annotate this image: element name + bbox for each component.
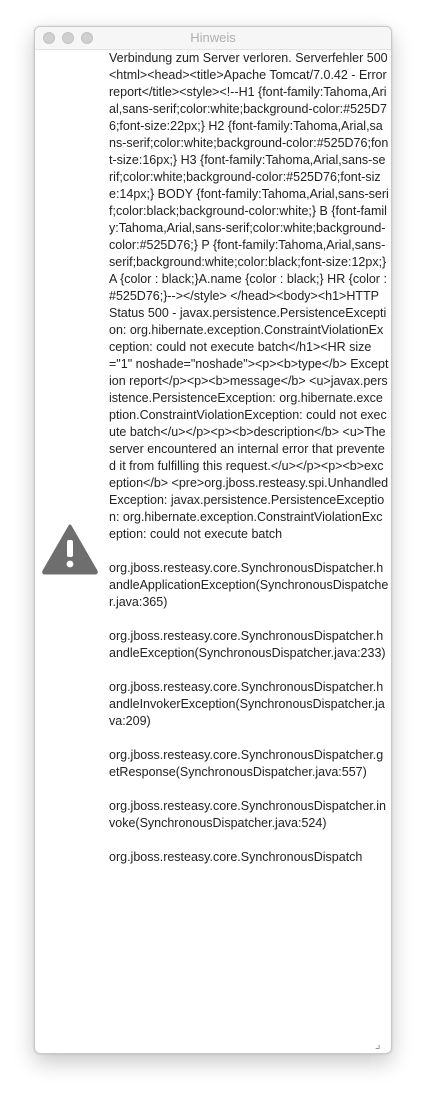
error-message-text: Verbindung zum Server verloren. Serverfehler 500 <html><head><title>Apache Tomcat/7.0.42 - Error report</title><style><!--H1 {font-family:Tahoma,Arial,sans-serif;color:white;background-color:#525D76;font-size:22px;} H2 {font-family:Tahoma,Arial,sans-serif;color:white;background-color:#525D76;font-size:16px;} H3 {font-family:Tahoma,Arial,sans-serif;color:white;background-color:#525D76;font-size:14px;} BODY {font-family:Tahoma,Arial,sans-serif;color:black;background-color:white;} B {font-family:Tahoma,Arial,sans-serif;color:white;background-color:#525D76;} P {font-family:Tahoma,Arial,sans-serif;background:white;color:black;font-size:12px;}A {color : black;}A.name {color : black;} HR {color : #525D76;}--></style> </head><body><h1>HTTP Status 500 - javax.persistence.PersistenceException: org.hibernate.exception.ConstraintViolationException: could not execute batch</h1><HR size="1" noshade="noshade"><p><b>type</b> Exception report</p><p><b>message</b> <u>javax.persistence.PersistenceException: org.hibernate.exception.ConstraintViolationException: could not execute batch</u></p><p><b>description</b> <u>The server encountered an internal error that prevented it from fulfilling this request.</u></p><p><b>exception</b> <pre>org.jboss.resteasy.spi.UnhandledException: javax.persistence.PersistenceException: org.hibernate.exception.ConstraintViolationException: could not execute batch org.jboss.resteasy.core.SynchronousDispatcher.handleApplicationException(SynchronousDispatcher.java:365) org.jboss.resteasy.core.SynchronousDispatcher.handleException(SynchronousDispatcher.java:233) org.jboss.resteasy.core.SynchronousDispatcher.handleInvokerException(SynchronousDispatcher.java:209) org.jboss.resteasy.core.SynchronousDispatcher.getResponse(SynchronousDispatcher.java:557) org.jboss.resteasy.core.SynchronousDispatcher.invoke(SynchronousDispatcher.java:524) org.jboss.resteasy.core.SynchronousDispatch [109,51,389,864]
title-bar[interactable] [35,27,391,50]
resize-handle-icon[interactable]: ⌟ [375,1037,381,1051]
alert-window [34,26,392,1054]
window-title: Hinweis [190,30,236,45]
warning-icon [41,523,99,575]
